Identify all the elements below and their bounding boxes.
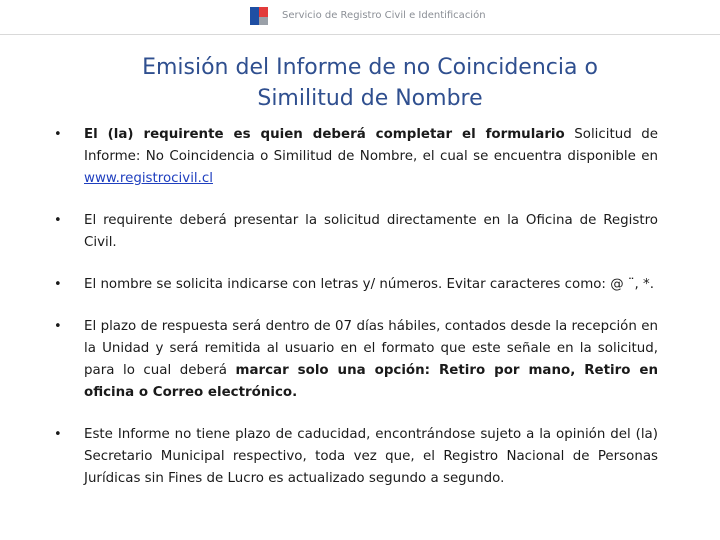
page-title: Emisión del Informe de no Coincidencia o Similitud de Nombre [142, 55, 598, 111]
bullet-icon: • [54, 127, 62, 142]
bullet-icon: • [54, 427, 62, 442]
list-item [54, 124, 658, 190]
item-text: Este Informe no tiene plazo de caducidad, encontrándose sujeto a la opinión del (la) Secretario Municipal respectivo, toda vez que, el Registro Nacional de Personas Jurídicas sin Fines de Lucro es actualizado segundo a segundo. [84, 427, 658, 486]
agency-name: Servicio de Registro Civil e Identificación [282, 10, 486, 21]
list-item [54, 424, 658, 490]
page-header [0, 0, 720, 36]
item-bold-text: El (la) requirente es quien deberá completar el formulario [84, 127, 565, 142]
bullet-icon: • [54, 277, 62, 292]
bullet-icon: • [54, 319, 62, 334]
list-item [54, 210, 658, 254]
header-divider [0, 34, 720, 35]
registro-civil-link[interactable]: www.registrocivil.cl [84, 171, 213, 186]
registro-civil-logo-icon [250, 7, 268, 25]
item-text: El requirente deberá presentar la solicitud directamente en la Oficina de Registro Civil. [84, 213, 658, 250]
bullet-icon: • [54, 213, 62, 228]
item-bold-text: marcar solo una opción: Retiro por mano, Retiro en oficina o Correo electrónico. [84, 363, 658, 400]
list-item [54, 316, 658, 404]
bullet-list [54, 124, 658, 510]
item-text: Solicitud de Informe: No Coincidencia o Similitud de Nombre, el cual se encuentra disponible en [84, 127, 658, 164]
list-item [54, 274, 658, 296]
item-text: El nombre se solicita indicarse con letras y/ números. Evitar caracteres como: @ ¨, *. [84, 277, 655, 292]
item-text: El plazo de respuesta será dentro de 07 días hábiles, contados desde la recepción en la Unidad y será remitida al usuario en el formato que este señale en la solicitud, para lo cual deberá [84, 319, 658, 378]
